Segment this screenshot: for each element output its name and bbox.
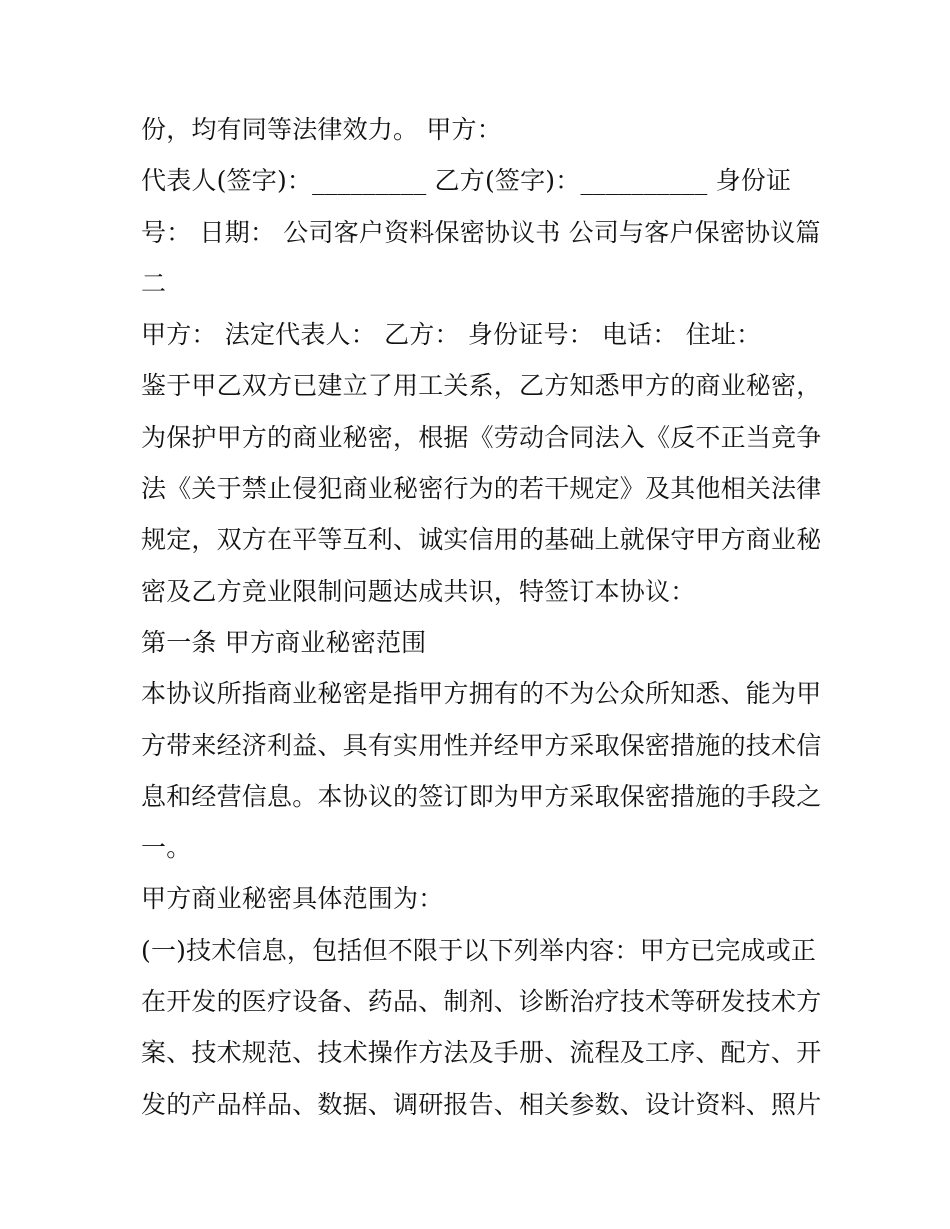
document-body <box>141 104 822 1130</box>
text-line: 在开发的医疗设备、药品、制剂、诊断治疗技术等研发技术方 <box>141 987 822 1017</box>
text-line: 份，均有同等法律效力。 甲方： <box>141 115 502 144</box>
text-line: 二 <box>141 268 167 298</box>
text-line: 甲方： 法定代表人： 乙方： 身份证号： 电话： 住址： <box>141 320 762 350</box>
text-line: 方带来经济利益、具有实用性并经甲方采取保密措施的技术信 <box>141 730 822 760</box>
text-line: 代表人(签字)：_________ 乙方(签字)：__________ 身份证 <box>141 166 792 196</box>
text-line: 发的产品样品、数据、调研报告、相关参数、设计资料、照片 <box>141 1089 822 1119</box>
text-line: 为保护甲方的商业秘密，根据《劳动合同法入《反不正当竞争 <box>141 422 822 452</box>
text-line: 法《关于禁止侵犯商业秘密行为的若干规定》及其他相关法律 <box>141 474 822 504</box>
section-heading: 第一条 甲方商业秘密范围 <box>141 627 427 657</box>
text-line: 鉴于甲乙双方已建立了用工关系，乙方知悉甲方的商业秘密， <box>141 371 822 401</box>
text-line: 密及乙方竞业限制问题达成共识，特签订本协议： <box>141 576 696 606</box>
text-line: 一。 <box>141 833 192 863</box>
text-line: 息和经营信息。本协议的签订即为甲方采取保密措施的手段之 <box>141 781 822 811</box>
text-line: 号： 日期： 公司客户资料保密协议书 公司与客户保密协议篇 <box>141 217 821 247</box>
text-line: 甲方商业秘密具体范围为： <box>141 884 444 914</box>
text-line: (一)技术信息，包括但不限于以下列举内容：甲方已完成或正 <box>141 935 817 965</box>
text-line: 本协议所指商业秘密是指甲方拥有的不为公众所知悉、能为甲 <box>141 679 822 709</box>
text-line: 案、技术规范、技术操作方法及手册、流程及工序、配方、开 <box>141 1038 822 1068</box>
text-line: 规定，双方在平等互利、诚实信用的基础上就保守甲方商业秘 <box>141 525 822 555</box>
